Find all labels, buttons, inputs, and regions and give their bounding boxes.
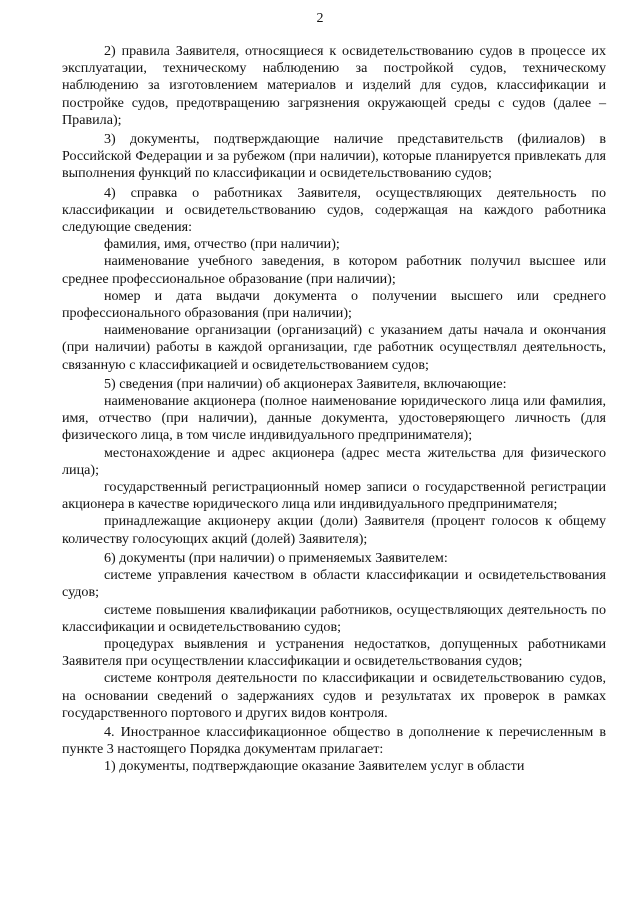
paragraph-employee-diploma: номер и дата выдачи документа о получении высшего или среднего профессионального образования (при наличии); [62, 287, 606, 322]
paragraph-employee-work: наименование организации (организаций) с указанием даты начала и окончания (при наличии) работы в каждой организации, где работник осуществлял деятельность, связанную с классификацией и освидетельствованием судов; [62, 322, 606, 373]
paragraph-rules: 2) правила Заявителя, относящиеся к освидетельствованию судов в процессе их эксплуатации, техническому наблюдению за постройкой судов, техническому наблюдению за изготовлением материалов и изделий для судов, классификации и постройке судов, предотвращению загрязнения окружающей среды с судов (далее – Правила); [62, 43, 606, 128]
paragraph-shareholder-name: наименование акционера (полное наименование юридического лица или фамилия, имя, отчество (при наличии), данные документа, удостоверяющего личность (для физического лица, в том числе индивидуального предпринимателя); [62, 393, 606, 444]
document-body [62, 43, 606, 776]
paragraph-control-system: системе контроля деятельности по классификации и освидетельствованию судов, на основании сведений о задержаниях судов и результатах их проверок в рамках государственного портового и других видов контроля. [62, 670, 606, 721]
paragraph-documents-systems: 6) документы (при наличии) о применяемых Заявителем: [104, 549, 448, 566]
paragraph-shareholder-shares: принадлежащие акционеру акции (доли) Заявителя (процент голосов к общему количеству голосующих акций (долей) Заявителя); [62, 513, 606, 547]
paragraph-services-documents: 1) документы, подтверждающие оказание Заявителем услуг в области [104, 758, 525, 775]
paragraph-quality-system: системе управления качеством в области классификации и освидетельствования судов; [62, 567, 606, 601]
paragraph-qualification-system: системе повышения квалификации работников, осуществляющих деятельность по классификации и освидетельствованию судов; [62, 601, 606, 635]
paragraph-employee-education: наименование учебного заведения, в котором работник получил высшее или среднее профессиональное образование (при наличии); [62, 253, 606, 287]
paragraph-shareholder-address: местонахождение и адрес акционера (адрес места жительства для физического лица); [62, 444, 606, 478]
paragraph-foreign-society: 4. Иностранное классификационное общество в дополнение к перечисленным в пункте 3 настоящего Порядка документам прилагает: [62, 723, 606, 758]
page-number: 2 [316, 11, 324, 26]
paragraph-representations: 3) документы, подтверждающие наличие представительств (филиалов) в Российской Федерации и за рубежом (при наличии), которые планируется привлекать для выполнения функций по классификации и освидетельствованию судов; [62, 131, 606, 182]
paragraph-employee-name: фамилия, имя, отчество (при наличии); [104, 236, 340, 253]
paragraph-shareholder-registration: государственный регистрационный номер записи о государственной регистрации акционера в качестве юридического лица или индивидуального предпринимателя; [62, 479, 606, 513]
paragraph-employees-info: 4) справка о работниках Заявителя, осуществляющих деятельность по классификации и освидетельствованию судов, содержащая на каждого работника следующие сведения: [62, 184, 606, 236]
paragraph-shareholders: 5) сведения (при наличии) об акционерах Заявителя, включающие: [104, 375, 507, 392]
paragraph-defect-procedures: процедурах выявления и устранения недостатков, допущенных работниками Заявителя при осуществлении классификации и освидетельствования судов; [62, 635, 606, 670]
